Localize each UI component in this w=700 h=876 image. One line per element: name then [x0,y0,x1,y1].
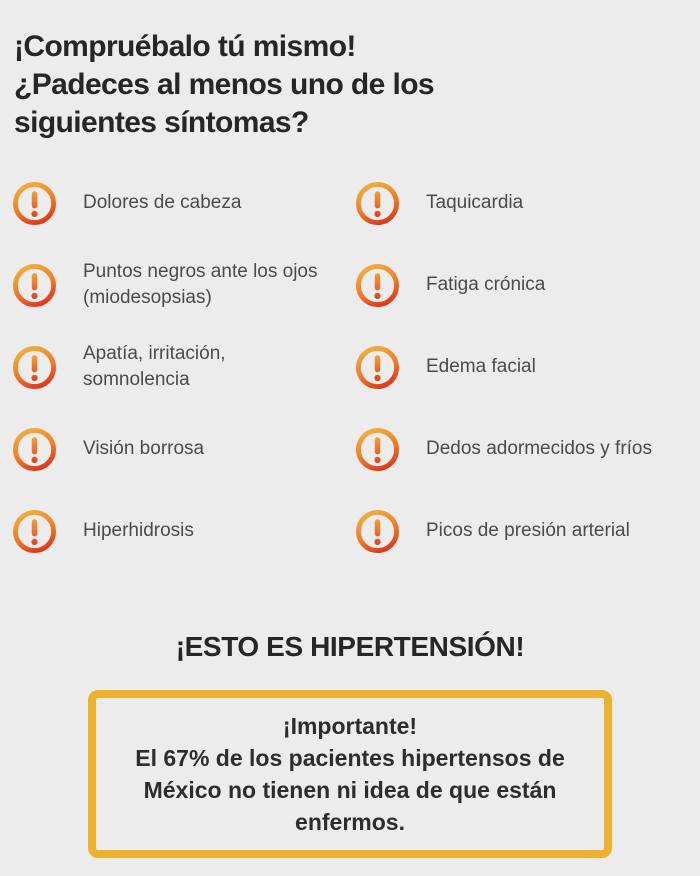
alert-title: ¡Importante! [282,713,418,740]
symptom-label: Dolores de cabeza [83,192,242,214]
symptom-item [355,490,700,572]
symptom-label: Picos de presión arterial [426,520,630,542]
symptom-label: Edema facial [426,356,536,378]
important-alert-box [88,690,612,858]
symptom-item [355,326,700,408]
symptom-item [355,408,700,490]
symptoms-column-left [12,162,355,572]
warning-exclamation-icon [12,181,57,226]
warning-exclamation-icon [12,427,57,472]
hypertension-symptoms-section [0,20,700,876]
warning-exclamation-icon [12,345,57,390]
symptoms-grid [0,162,700,572]
page-title [0,20,700,142]
symptom-item [355,244,700,326]
warning-exclamation-icon [355,181,400,226]
symptom-item [12,244,355,326]
symptoms-column-right [355,162,700,572]
warning-exclamation-icon [355,427,400,472]
symptom-label: Dedos adormecidos y fríos [426,438,652,460]
conclusion-heading: ¡ESTO ES HIPERTENSIÓN! [175,631,525,663]
symptom-label: Fatiga crónica [426,274,546,296]
alert-text-line: El 67% de los pacientes hipertensos de [135,745,565,772]
symptom-label: Visión borrosa [83,438,205,460]
page-title-line: ¿Padeces al menos uno de los [14,68,435,102]
warning-exclamation-icon [355,345,400,390]
alert-text-line: enfermos. [295,809,405,836]
alert-text-line: México no tienen ni idea de que están [143,777,557,804]
symptom-label: Taquicardia [426,192,524,214]
warning-exclamation-icon [12,509,57,554]
symptom-label: Apatía, irritación, somnolencia [83,343,226,391]
symptom-item [12,408,355,490]
page-title-line: siguientes síntomas? [14,106,309,140]
symptom-label: Hiperhidrosis [83,520,194,542]
warning-exclamation-icon [355,263,400,308]
symptom-item [12,326,355,408]
symptom-item [12,162,355,244]
symptom-item [355,162,700,244]
page-title-line: ¡Compruébalo tú mismo! [14,30,356,64]
warning-exclamation-icon [12,263,57,308]
symptom-item [12,490,355,572]
symptom-label: Puntos negros ante los ojos (miodesopsias) [83,261,318,309]
warning-exclamation-icon [355,509,400,554]
